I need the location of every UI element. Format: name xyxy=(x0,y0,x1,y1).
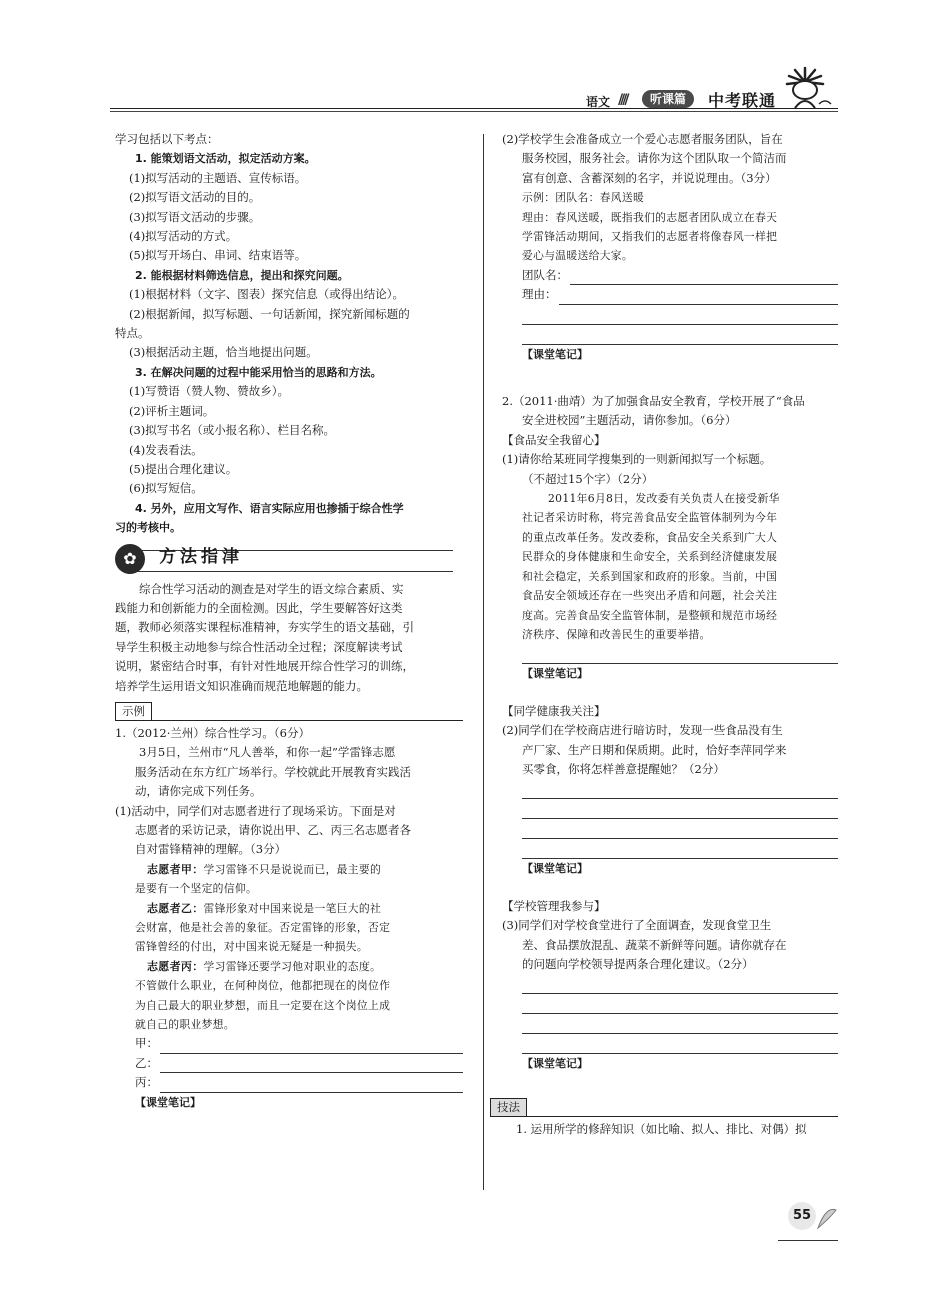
answer-c-field[interactable] xyxy=(160,1080,463,1093)
volunteer-c-text-cont: 就自己的职业梦想。 xyxy=(135,1018,235,1032)
sub-question-2-3: 的问题向学校领导提两条合理化建议。（2分） xyxy=(522,956,754,971)
volunteer-b xyxy=(115,899,463,918)
example-reason: 爱心与温暖送给大家。 xyxy=(522,249,633,263)
leaf-decoration-icon xyxy=(816,1204,838,1232)
method-section-banner xyxy=(115,544,463,574)
volunteer-b-text: 雷锋形象对中国来说是一笔巨大的社 xyxy=(203,901,382,915)
volunteer-a-label: 志愿者甲： xyxy=(147,862,204,876)
point-3-item: (6)拟写短信。 xyxy=(129,481,203,496)
answer-line[interactable] xyxy=(522,799,838,819)
answer-line[interactable] xyxy=(522,644,838,664)
method-section-title: 方法指津 xyxy=(159,546,243,567)
question-1-heading: 1.（2012·兰州）综合性学习。（6分） xyxy=(115,725,310,740)
reason-label: 理由： xyxy=(522,287,557,302)
news-text: 度高。完善食品安全监管体制，是整顿和规范市场经 xyxy=(522,608,778,622)
team-name-row xyxy=(502,266,838,285)
example-answer: 示例：团队名：春风送暖 xyxy=(522,191,645,205)
news-text: 济秩序、保障和改善民生的重要举措。 xyxy=(522,627,711,641)
answer-b-row xyxy=(115,1054,463,1073)
volunteer-a-text: 学习雷锋不只是说说而已，最主要的 xyxy=(203,862,382,876)
method-text: 践能力和创新能力的全面检测。因此，学生要解答好这类 xyxy=(115,600,403,615)
point-4-text-cont: 习的考核中。 xyxy=(115,521,181,535)
sub-question-1: 自对雷锋精神的理解。（3分） xyxy=(135,842,287,857)
right-column xyxy=(497,130,838,1139)
team-name-label: 团队名： xyxy=(522,267,568,282)
class-note-label: 【课堂笔记】 xyxy=(522,347,588,361)
question-2-heading: 2.（2011·曲靖）为了加强食品安全教育，学校开展了“食品 xyxy=(502,394,805,409)
point-2-item: (3)根据活动主题，恰当地提出问题。 xyxy=(129,345,318,360)
volunteer-c-text-cont: 为自己最大的职业梦想，而且一定要在这个岗位上成 xyxy=(135,998,391,1012)
news-text: 社记者采访时称，将完善食品安全监管体制列为今年 xyxy=(522,511,778,525)
page-number: 55 xyxy=(788,1202,816,1230)
technique-tag: 技法 xyxy=(490,1098,527,1117)
sub-question-2-3: 差、食品摆放混乱、蔬菜不新鲜等问题。请你就存在 xyxy=(522,937,787,952)
intro-text: 学习包括以下考点： xyxy=(115,132,219,146)
point-3-item: (3)拟写书名（或小报名称）、栏目名称。 xyxy=(129,423,336,438)
section-management: 【学校管理我参与】 xyxy=(502,898,606,913)
answer-a-row xyxy=(115,1034,463,1053)
sub-question-2-2: 买零食，你将怎样善意提醒她？（2分） xyxy=(522,761,725,776)
news-text: 的重点改革任务。发改委称，食品安全关系到广大人 xyxy=(522,530,778,544)
page-number-rule xyxy=(778,1240,838,1241)
volunteer-a xyxy=(115,860,463,879)
point-3-item: (2)评析主题词。 xyxy=(129,403,215,418)
series-pill: 听课篇 xyxy=(642,90,694,108)
point-2-item: (2)根据新闻，拟写标题、一句话新闻，探究新闻标题的 xyxy=(129,306,410,321)
sub-question-2-2: (2)同学们在学校商店进行暗访时，发现一些食品没有生 xyxy=(502,723,783,738)
volunteer-c-text-cont: 不管做什么职业，在何种岗位，他都把现在的岗位作 xyxy=(135,979,391,993)
answer-line[interactable] xyxy=(522,325,838,345)
point-2-item: (1)根据材料（文字、图表）探究信息（或得出结论）。 xyxy=(129,287,405,302)
answer-c-row xyxy=(115,1073,463,1092)
news-text: 2011年6月8日，发改委有关负责人在接受新华 xyxy=(548,492,780,506)
team-name-field[interactable] xyxy=(570,272,838,285)
answer-b-label: 乙： xyxy=(135,1055,158,1070)
reason-lines xyxy=(502,305,838,345)
point-2-title: 2. 能根据材料筛选信息，提出和探究问题。 xyxy=(135,268,349,282)
class-note-label: 【课堂笔记】 xyxy=(135,1095,201,1109)
page-header xyxy=(110,60,838,120)
sub-question-2: (2)学校学生会准备成立一个爱心志愿者服务团队，旨在 xyxy=(502,132,783,146)
sub-question-2-1: (1)请你给某班同学搜集到的一则新闻拟写一个标题。 xyxy=(502,452,772,467)
sub-question-2-3: (3)同学们对学校食堂进行了全面调查，发现食堂卫生 xyxy=(502,918,772,933)
sub-question-2-2: 产厂家、生产日期和保质期。此时，恰好李萍同学来 xyxy=(522,742,787,757)
answer-c-label: 丙： xyxy=(135,1075,158,1090)
point-3-item: (4)发表看法。 xyxy=(129,442,203,457)
method-text: 导学生积极主动地参与综合性活动全过程；深度解读考试 xyxy=(115,639,403,654)
column-divider xyxy=(483,134,484,1190)
point-1-item: (1)拟写活动的主题语、宣传标语。 xyxy=(129,170,307,185)
point-1-item: (5)拟写开场白、串词、结束语等。 xyxy=(129,248,307,263)
answer-line[interactable] xyxy=(522,779,838,799)
method-text: 说明，紧密结合时事，有针对性地展开综合性学习的训练， xyxy=(115,659,414,674)
question-1-text: 服务活动在东方红广场举行。学校就此开展教育实践活 xyxy=(135,764,411,779)
reason-field[interactable] xyxy=(559,292,839,305)
volunteer-b-label: 志愿者乙： xyxy=(147,901,204,915)
point-3-item: (1)写赞语（赞人物、赞故乡）。 xyxy=(129,384,290,399)
point-1-title: 1. 能策划语文活动，拟定活动方案。 xyxy=(135,152,316,166)
volunteer-c xyxy=(115,957,463,976)
method-text: 培养学生运用语文知识准确而规范地解题的能力。 xyxy=(115,678,368,693)
volunteer-b-text-cont: 会财富，他是社会善的象征。否定雷锋的形象，否定 xyxy=(135,921,391,935)
example-tag-rule xyxy=(115,720,463,721)
volunteer-a-text-cont: 是要有一个坚定的信仰。 xyxy=(135,882,258,896)
suggestion-answer-lines xyxy=(502,974,838,1054)
question-1-text: 3月5日，兰州市“凡人善举，和你一起”学雷锋志愿 xyxy=(139,745,396,760)
sub-question-2: 服务校园，服务社会。请你为这个团队取一个简洁而 xyxy=(522,151,787,166)
section-health: 【同学健康我关注】 xyxy=(502,703,606,718)
answer-line[interactable] xyxy=(522,994,838,1014)
sub-question-1: (1)活动中，同学们对志愿者进行了现场采访。下面是对 xyxy=(115,803,396,818)
point-1-item: (3)拟写语文活动的步骤。 xyxy=(129,209,261,224)
answer-b-field[interactable] xyxy=(160,1060,463,1073)
method-text: 题，教师必须落实课程标准精神，夯实学生的语文基础，引 xyxy=(115,620,414,635)
point-1-item: (4)拟写活动的方式。 xyxy=(129,229,238,244)
technique-tag-row xyxy=(490,1098,838,1120)
answer-line[interactable] xyxy=(522,1014,838,1034)
reminder-answer-lines xyxy=(502,779,838,859)
header-rule-thin xyxy=(110,111,838,112)
point-3-title: 3. 在解决问题的过程中能采用恰当的思路和方法。 xyxy=(135,365,382,379)
sub-question-1: 志愿者的采访记录，请你说出甲、乙、丙三名志愿者各 xyxy=(135,823,411,837)
volunteer-c-label: 志愿者丙： xyxy=(147,959,204,973)
subject-label: 语文 xyxy=(586,95,611,109)
class-note-label: 【课堂笔记】 xyxy=(522,1057,588,1071)
answer-line[interactable] xyxy=(522,819,838,839)
class-note-label: 【课堂笔记】 xyxy=(522,667,588,681)
class-note-label: 【课堂笔记】 xyxy=(522,862,588,876)
example-tag: 示例 xyxy=(115,702,152,721)
left-column xyxy=(115,130,463,1112)
volunteer-b-text-cont: 雷锋曾经的付出，对中国来说无疑是一种损失。 xyxy=(135,940,369,954)
technique-tag-rule xyxy=(490,1116,838,1117)
answer-a-label: 甲： xyxy=(135,1036,158,1051)
point-3-item: (5)提出合理化建议。 xyxy=(129,461,238,476)
answer-line[interactable] xyxy=(522,1034,838,1054)
sub-question-2: 富有创意、含蓄深刻的名字，并说说理由。（3分） xyxy=(522,170,777,185)
example-reason: 理由：春风送暖，既指我们的志愿者团队成立在春天 xyxy=(522,210,778,224)
answer-line[interactable] xyxy=(522,305,838,325)
sub-question-2-1: （不超过15个字）（2分） xyxy=(522,471,654,486)
question-1-text: 动，请你完成下列任务。 xyxy=(135,784,262,799)
point-1-item: (2)拟写语文活动的目的。 xyxy=(129,190,261,205)
section-food-safety: 【食品安全我留心】 xyxy=(502,432,606,447)
answer-a-field[interactable] xyxy=(160,1041,463,1054)
news-text: 民群众的身体健康和生命安全，关系到经济健康发展 xyxy=(522,550,778,564)
point-2-item-cont: 特点。 xyxy=(115,326,150,341)
page-number-badge xyxy=(788,1200,838,1240)
reason-row xyxy=(502,285,838,304)
news-text: 和社会稳定，关系到国家和政府的形象。当前，中国 xyxy=(522,569,778,583)
sun-tree-logo-icon xyxy=(775,64,835,114)
method-icon: ✿ xyxy=(115,544,145,574)
point-4-text: 4. 另外，应用文写作、语言实际应用也掺插于综合性学 xyxy=(135,501,404,515)
header-rule xyxy=(110,108,838,109)
technique-text: 1. 运用所学的修辞知识（如比喻、拟人、排比、对偶）拟 xyxy=(516,1121,807,1136)
slash-decoration: //// xyxy=(618,92,627,108)
brand-title: 中考联通 xyxy=(708,91,777,110)
example-tag-row xyxy=(115,702,463,724)
method-text: 综合性学习活动的测查是对学生的语文综合素质、实 xyxy=(139,581,404,596)
question-2-heading: 安全进校园”主题活动，请你参加。（6分） xyxy=(522,413,737,428)
answer-line[interactable] xyxy=(522,974,838,994)
answer-line[interactable] xyxy=(522,839,838,859)
volunteer-c-text: 学习雷锋还要学习他对职业的态度。 xyxy=(203,959,382,973)
example-reason: 学雷锋活动期间，又指我们的志愿者将像春风一样把 xyxy=(522,230,778,244)
title-answer-lines xyxy=(502,644,838,664)
news-text: 食品安全领域还存在一些突出矛盾和问题，社会关注 xyxy=(522,589,778,603)
